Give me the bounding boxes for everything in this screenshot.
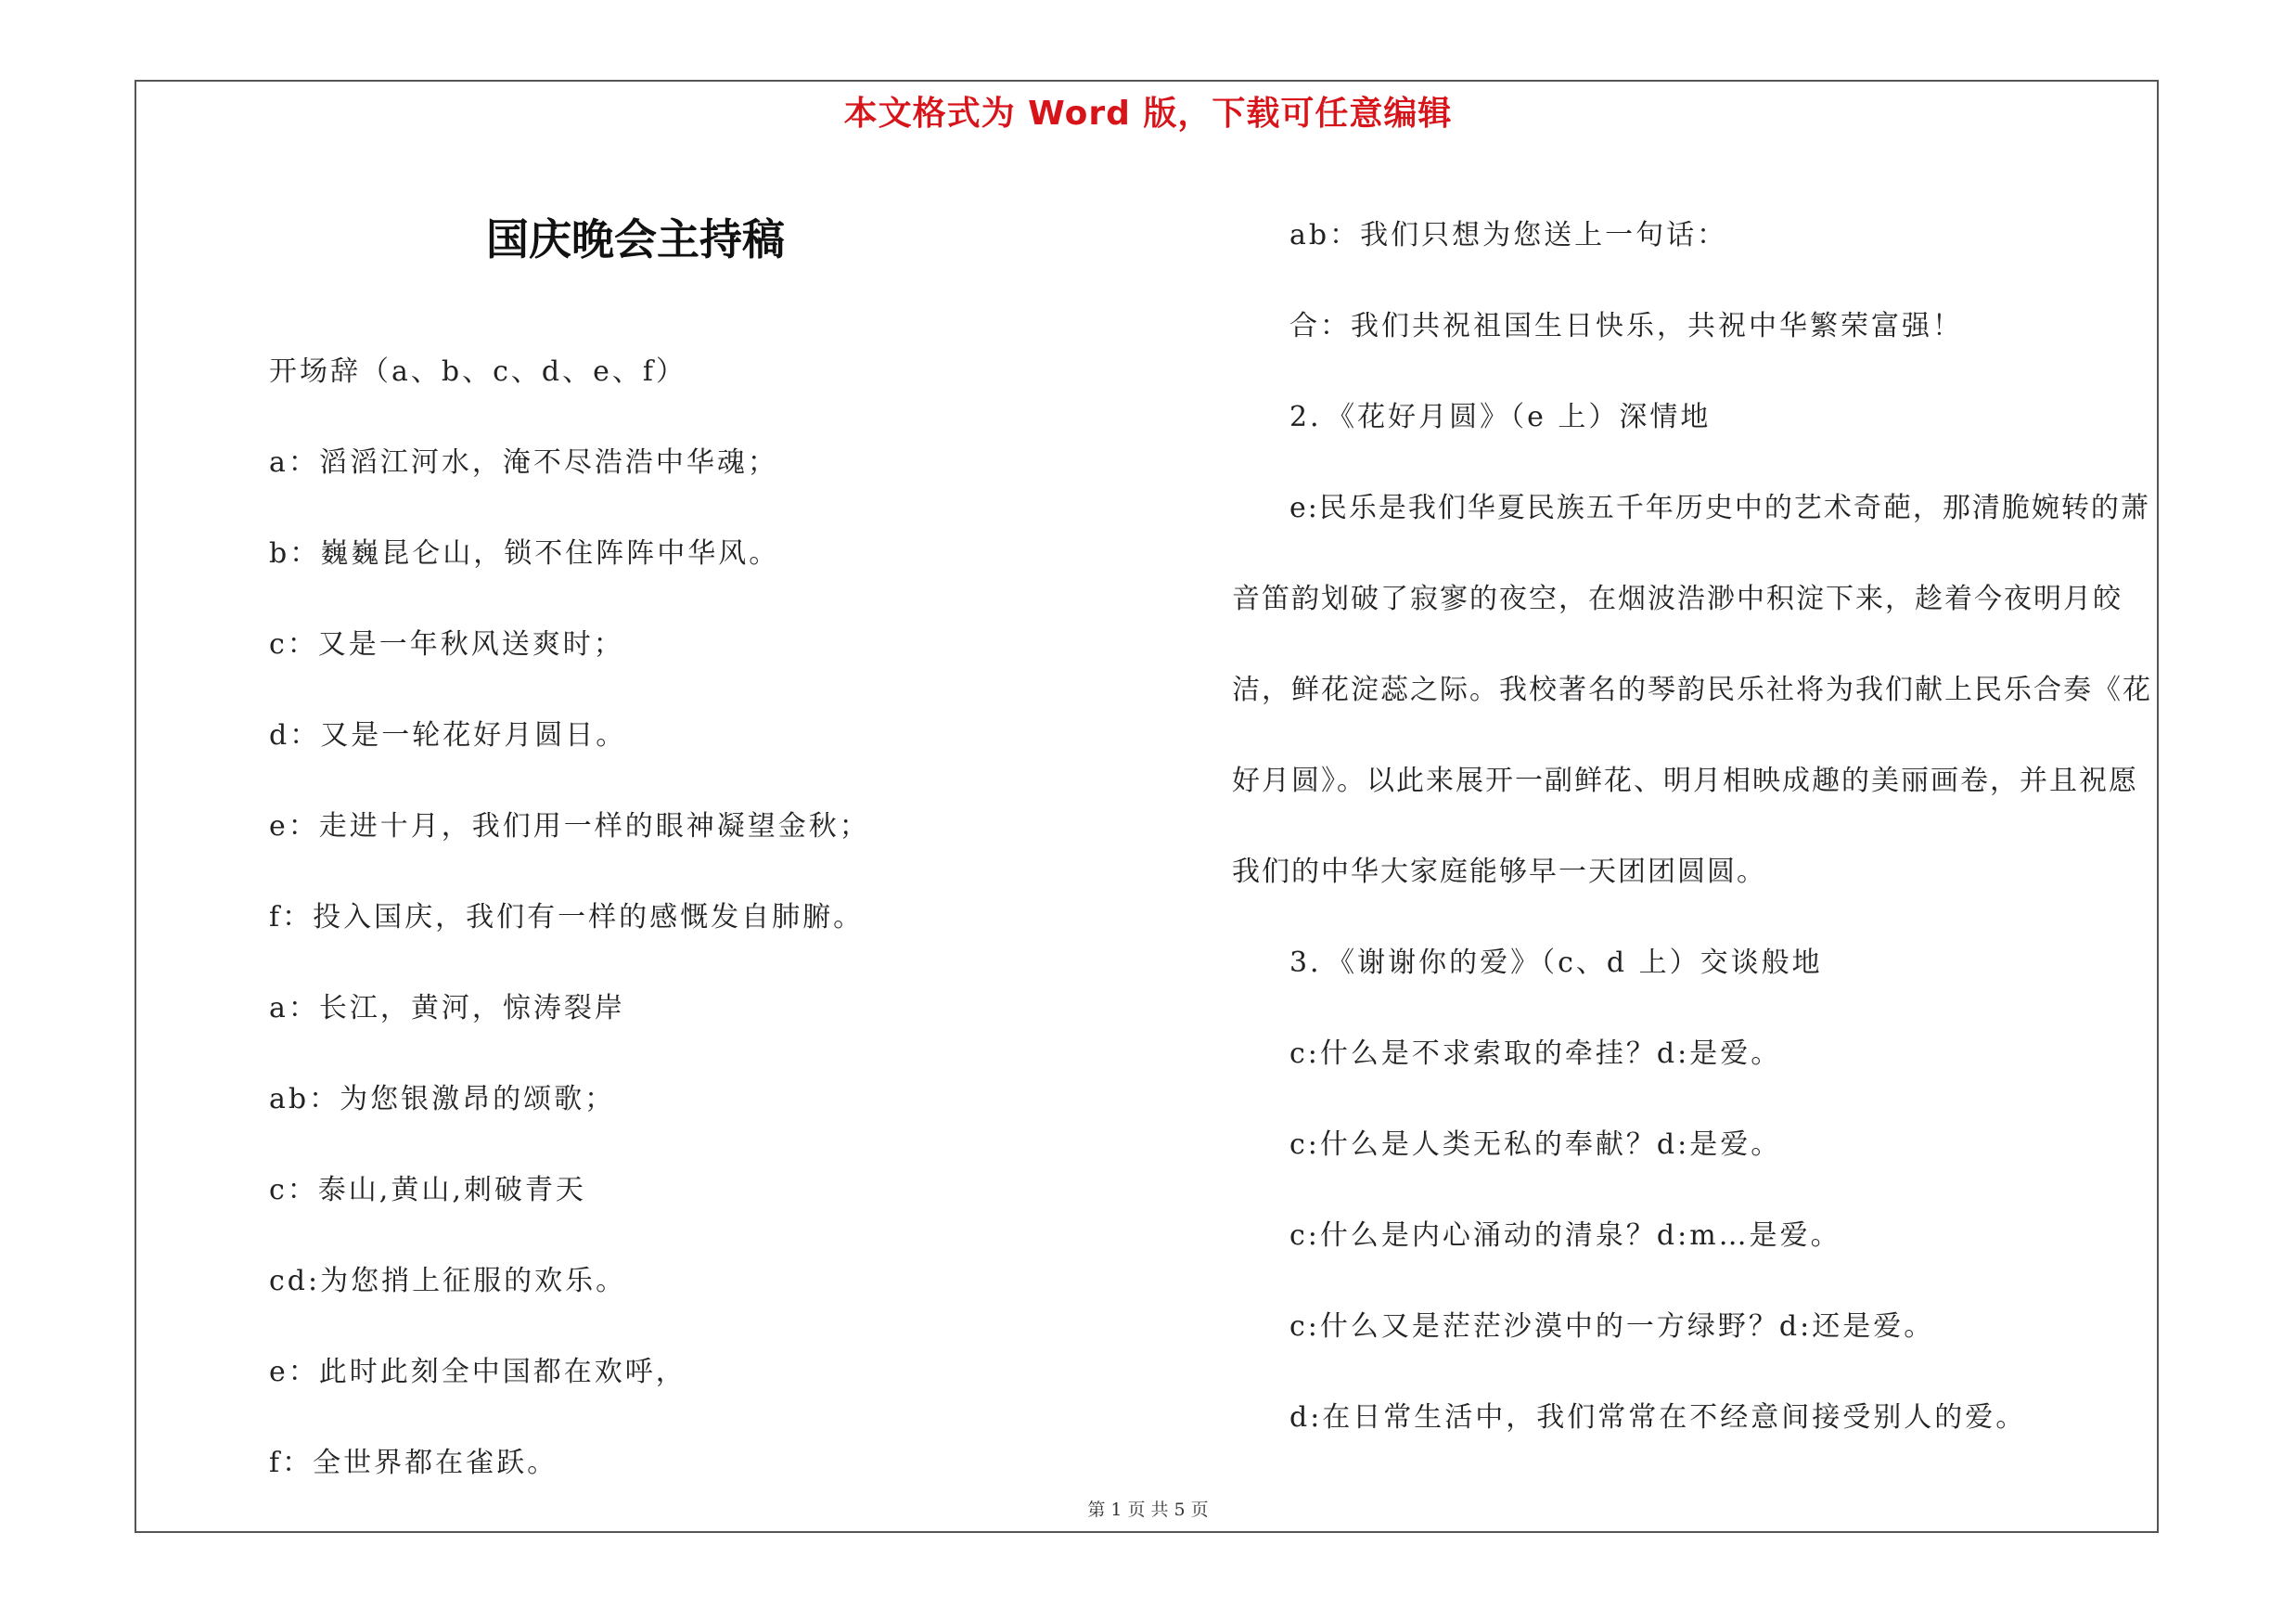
paragraph: c:什么是内心涌动的清泉？d:m…是爱。 bbox=[1289, 1219, 1841, 1252]
right-column bbox=[1232, 190, 2160, 1463]
left-column bbox=[269, 327, 1002, 1509]
document-title: 国庆晚会主持稿 bbox=[486, 214, 785, 264]
paragraph: ab：我们只想为您送上一句话： bbox=[1289, 219, 1728, 251]
paragraph: d:在日常生活中，我们常常在不经意间接受别人的爱。 bbox=[1289, 1401, 2027, 1434]
paragraph: a：滔滔江河水，淹不尽浩浩中华魂； bbox=[269, 446, 778, 479]
section-heading: 2．《花好月圆》（e 上）深情地 bbox=[1289, 401, 1712, 433]
paragraph: c：泰山,黄山,刺破青天 bbox=[269, 1174, 586, 1206]
paragraph: f：全世界都在雀跃。 bbox=[269, 1447, 558, 1479]
paragraph: a：长江，黄河，惊涛裂岸 bbox=[269, 992, 625, 1024]
paragraph: c：又是一年秋风送爽时； bbox=[269, 628, 624, 661]
paragraph: b：巍巍昆仑山，锁不住阵阵中华风。 bbox=[269, 537, 780, 570]
paragraph: c:什么是人类无私的奉献？d:是爱。 bbox=[1289, 1128, 1782, 1161]
paragraph: c:什么是不求索取的牵挂？d:是爱。 bbox=[1289, 1037, 1782, 1070]
paragraph: c:什么又是茫茫沙漠中的一方绿野？d:还是爱。 bbox=[1289, 1310, 1935, 1343]
paragraph: e：此时此刻全中国都在欢呼， bbox=[269, 1356, 686, 1388]
paragraph: cd:为您捎上征服的欢乐。 bbox=[269, 1265, 627, 1297]
paragraph: f：投入国庆，我们有一样的感慨发自肺腑。 bbox=[269, 901, 865, 934]
paragraph: e：走进十月，我们用一样的眼神凝望金秋； bbox=[269, 810, 870, 843]
paragraph: 合：我们共祝祖国生日快乐，共祝中华繁荣富强！ bbox=[1289, 310, 1963, 342]
word-format-banner: 本文格式为 Word 版，下载可任意编辑 bbox=[843, 95, 1453, 133]
paragraph: d：又是一轮花好月圆日。 bbox=[269, 719, 627, 752]
section-heading: 3．《谢谢你的爱》（c、d 上）交谈般地 bbox=[1289, 947, 1823, 979]
paragraph: 开场辞（a、b、c、d、e、f） bbox=[269, 355, 686, 388]
paragraph-long: e:民乐是我们华夏民族五千年历史中的艺术奇葩，那清脆婉转的萧音笛韵划破了寂寥的夜空，在烟波浩渺中积淀下来，趁着今夜明月皎洁，鲜花淀蕊之际。我校著名的琴韵民乐社将为我们献上民乐合奏《花好月圆》。以此来展开一副鲜花、明月相映成趣的美丽画卷，并且祝愿我们的中华大家庭能够早一天团团圆圆。 bbox=[1232, 492, 2152, 888]
page-footer: 第 1 页 共 5 页 bbox=[1087, 1500, 1209, 1520]
paragraph: ab：为您银激昂的颂歌； bbox=[269, 1083, 616, 1115]
